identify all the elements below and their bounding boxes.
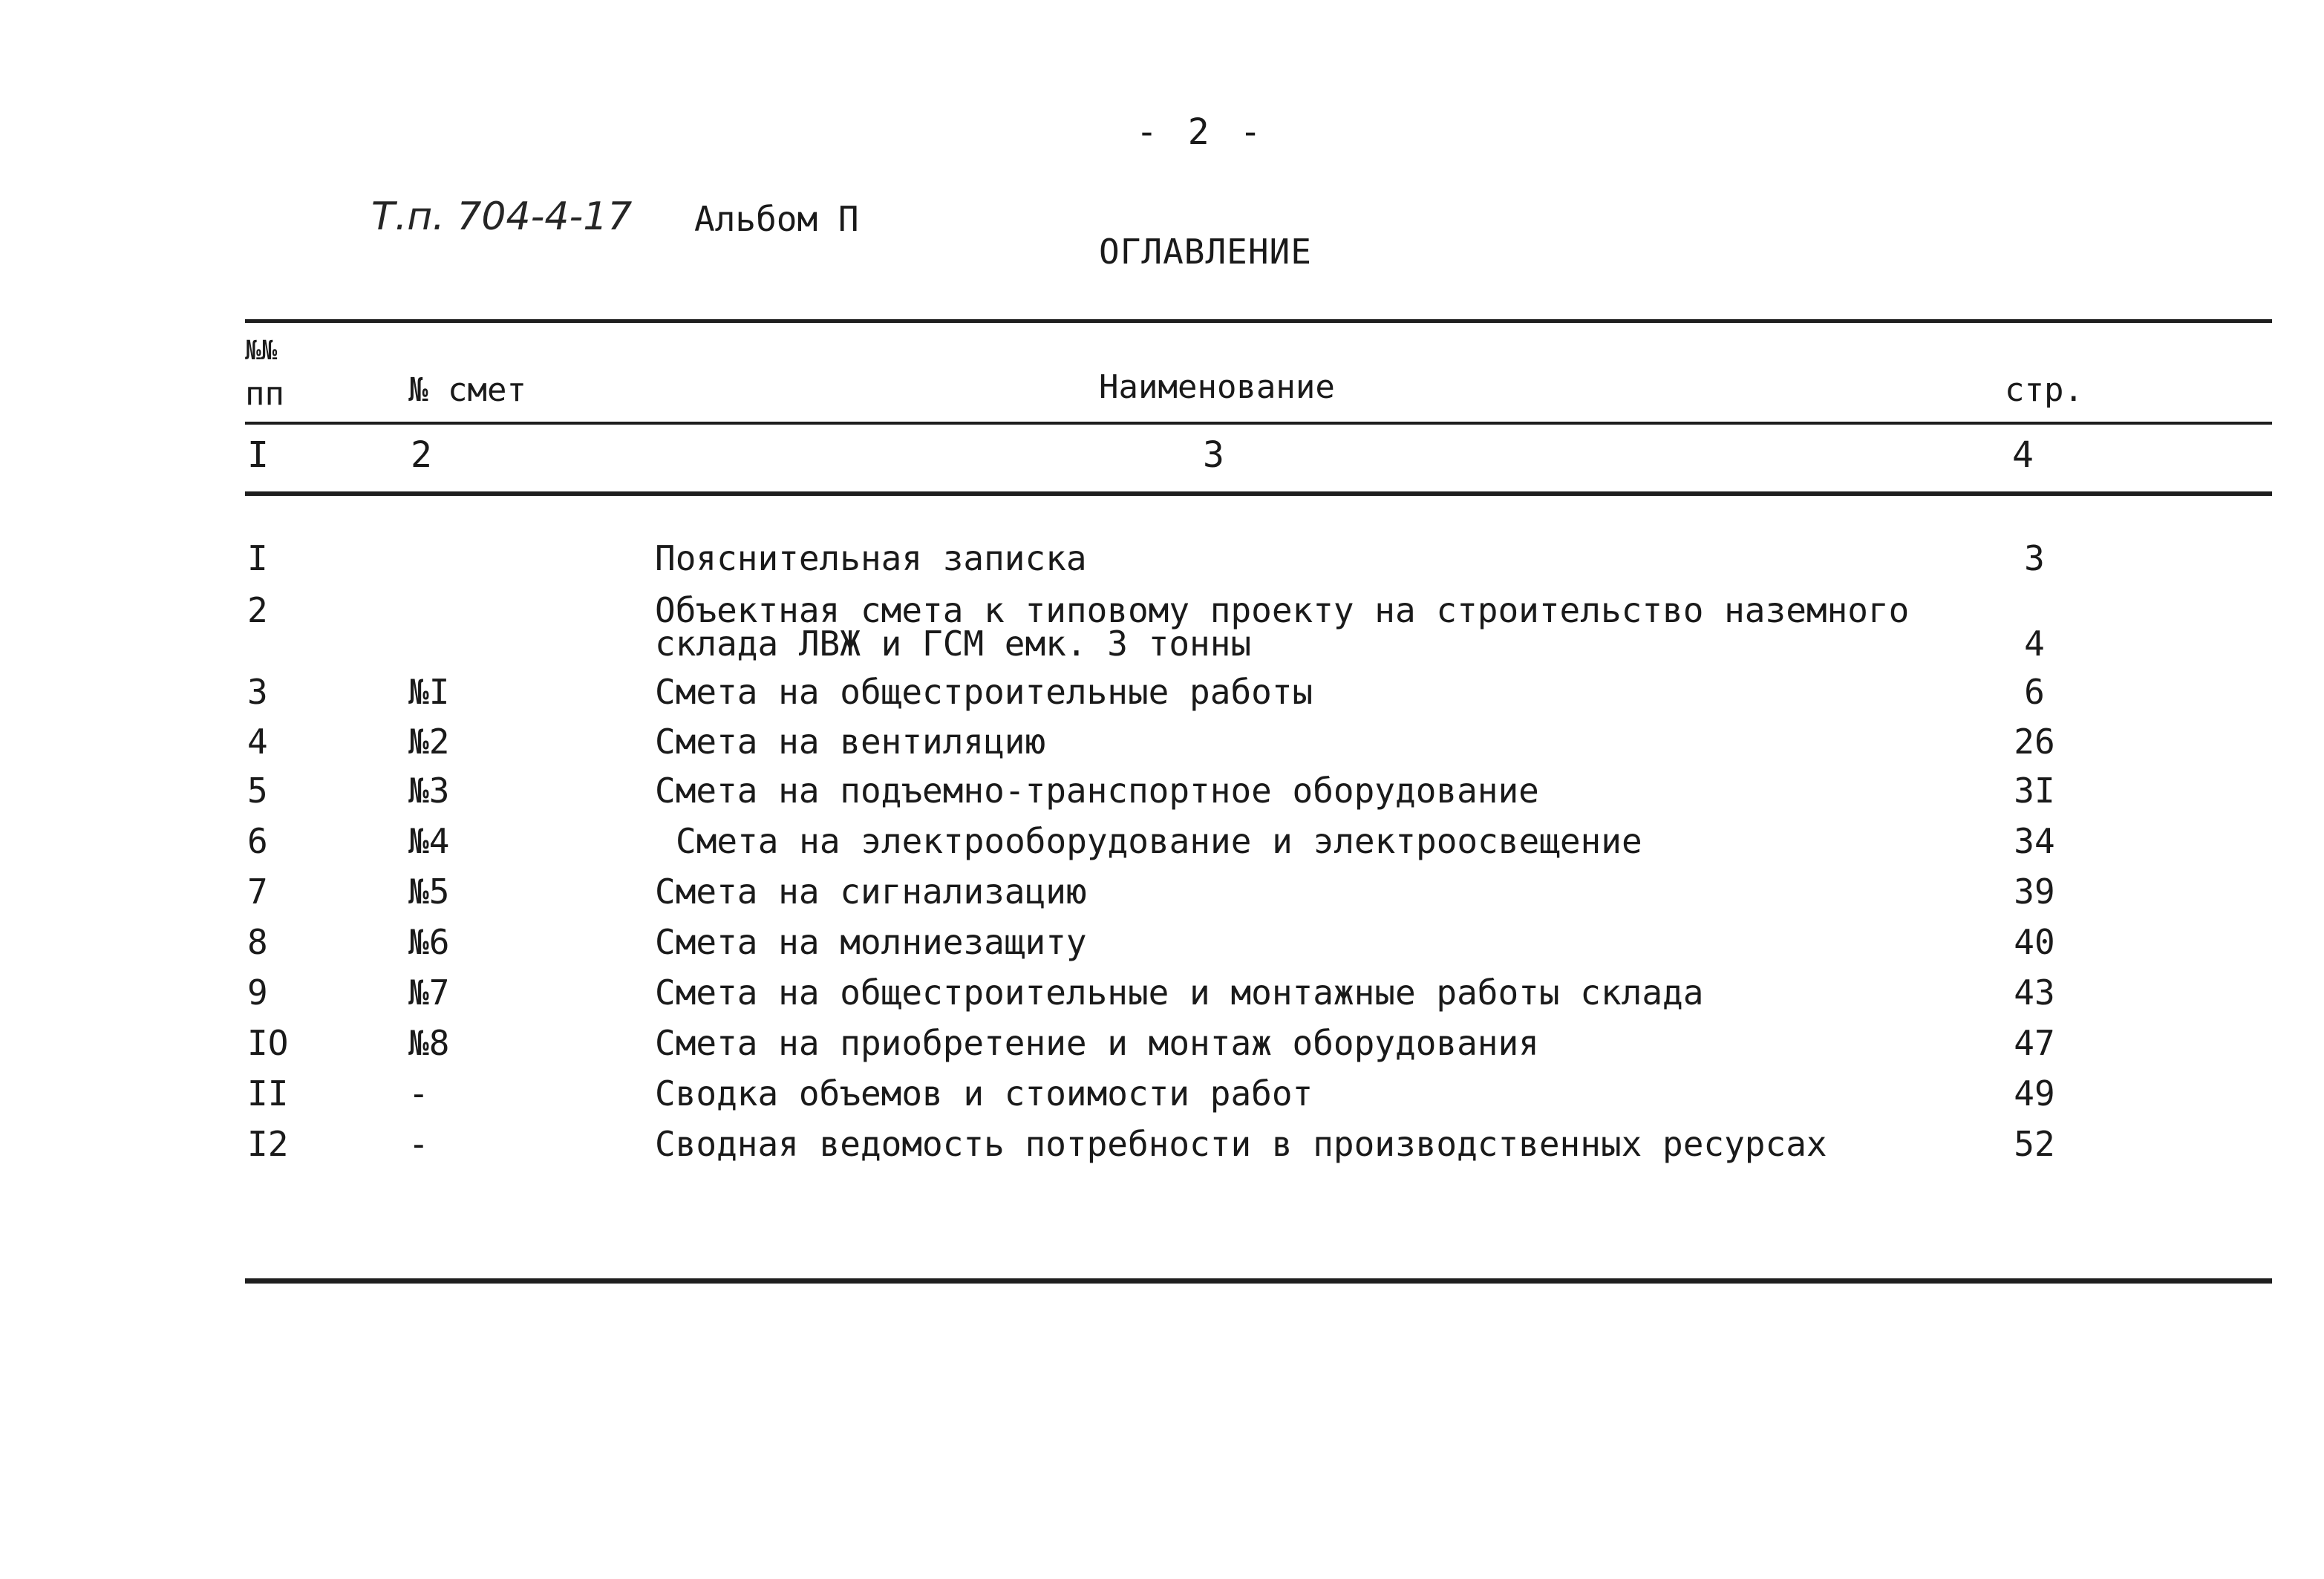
row-estimate: №3 [408, 771, 450, 811]
document-code: Т.п. 704-4-17 [371, 194, 633, 239]
column-number-2: 2 [411, 434, 432, 476]
row-name: Пояснительная записка [655, 538, 1087, 578]
row-number: 8 [247, 922, 268, 962]
column-header-number-top: №№ [245, 336, 278, 366]
row-page: 3I [2014, 771, 2055, 811]
row-estimate: №4 [408, 821, 450, 861]
column-header-estimate: № смет [408, 371, 526, 409]
row-name-line-1: Объектная смета к типовому проекту на строительство наземного [655, 590, 1910, 630]
row-name: Смета на сигнализацию [655, 872, 1087, 912]
column-number-4: 4 [2012, 434, 2034, 476]
row-name-line-2: склада ЛВЖ и ГСМ емк. 3 тонны [655, 624, 1252, 664]
row-number: I [247, 538, 268, 578]
row-estimate: №I [408, 672, 450, 712]
row-number: I2 [247, 1124, 289, 1164]
row-number: 9 [247, 972, 268, 1013]
page-number: - 2 - [1136, 111, 1266, 153]
row-number: 5 [247, 771, 268, 811]
row-number: 3 [247, 672, 268, 712]
row-number: IO [247, 1023, 289, 1063]
row-page: 39 [2014, 872, 2055, 912]
row-page: 34 [2014, 821, 2055, 861]
row-name: Смета на подъемно-транспортное оборудование [655, 771, 1539, 811]
row-page: 43 [2014, 972, 2055, 1013]
column-number-1: I [247, 434, 269, 476]
row-name: Смета на приобретение и монтаж оборудования [655, 1023, 1539, 1063]
row-name: Сводная ведомость потребности в производственных ресурсах [655, 1124, 1827, 1164]
column-header-name: Наименование [1099, 368, 1335, 406]
row-estimate: №2 [408, 722, 450, 762]
row-number: II [247, 1073, 289, 1114]
row-estimate: №8 [408, 1023, 450, 1063]
album-label: Альбом П [694, 199, 859, 239]
row-estimate: №5 [408, 872, 450, 912]
row-page: 52 [2014, 1124, 2055, 1164]
row-name: Смета на электрооборудование и электроосвещение [676, 821, 1642, 861]
row-page: 40 [2014, 922, 2055, 962]
column-header-number-bottom: пп [245, 375, 284, 413]
row-estimate: №6 [408, 922, 450, 962]
page-title: ОГЛАВЛЕНИЕ [1099, 232, 1312, 272]
row-name: Смета на общестроительные работы [655, 672, 1313, 712]
row-name: Смета на молниезащиту [655, 922, 1087, 962]
row-page: 49 [2014, 1073, 2055, 1114]
row-page: 26 [2014, 722, 2055, 762]
row-page: 3 [2024, 538, 2045, 578]
row-estimate: №7 [408, 972, 450, 1013]
row-name: Смета на общестроительные и монтажные работы склада [655, 972, 1704, 1013]
row-page: 47 [2014, 1023, 2055, 1063]
header-divider-rule [245, 422, 2272, 425]
table-bottom-rule [245, 1278, 2272, 1284]
row-page: 6 [2024, 672, 2045, 712]
column-number-rule [245, 491, 2272, 496]
column-number-3: 3 [1203, 434, 1224, 476]
column-header-page: стр. [2005, 371, 2083, 409]
row-estimate: - [408, 1073, 429, 1114]
row-page: 4 [2024, 624, 2045, 664]
row-name: Смета на вентиляцию [655, 722, 1046, 762]
row-number: 4 [247, 722, 268, 762]
row-number: 6 [247, 821, 268, 861]
row-name: Сводка объемов и стоимости работ [655, 1073, 1313, 1114]
row-number: 2 [247, 590, 268, 630]
table-top-rule [245, 319, 2272, 323]
row-estimate: - [408, 1124, 429, 1164]
row-number: 7 [247, 872, 268, 912]
